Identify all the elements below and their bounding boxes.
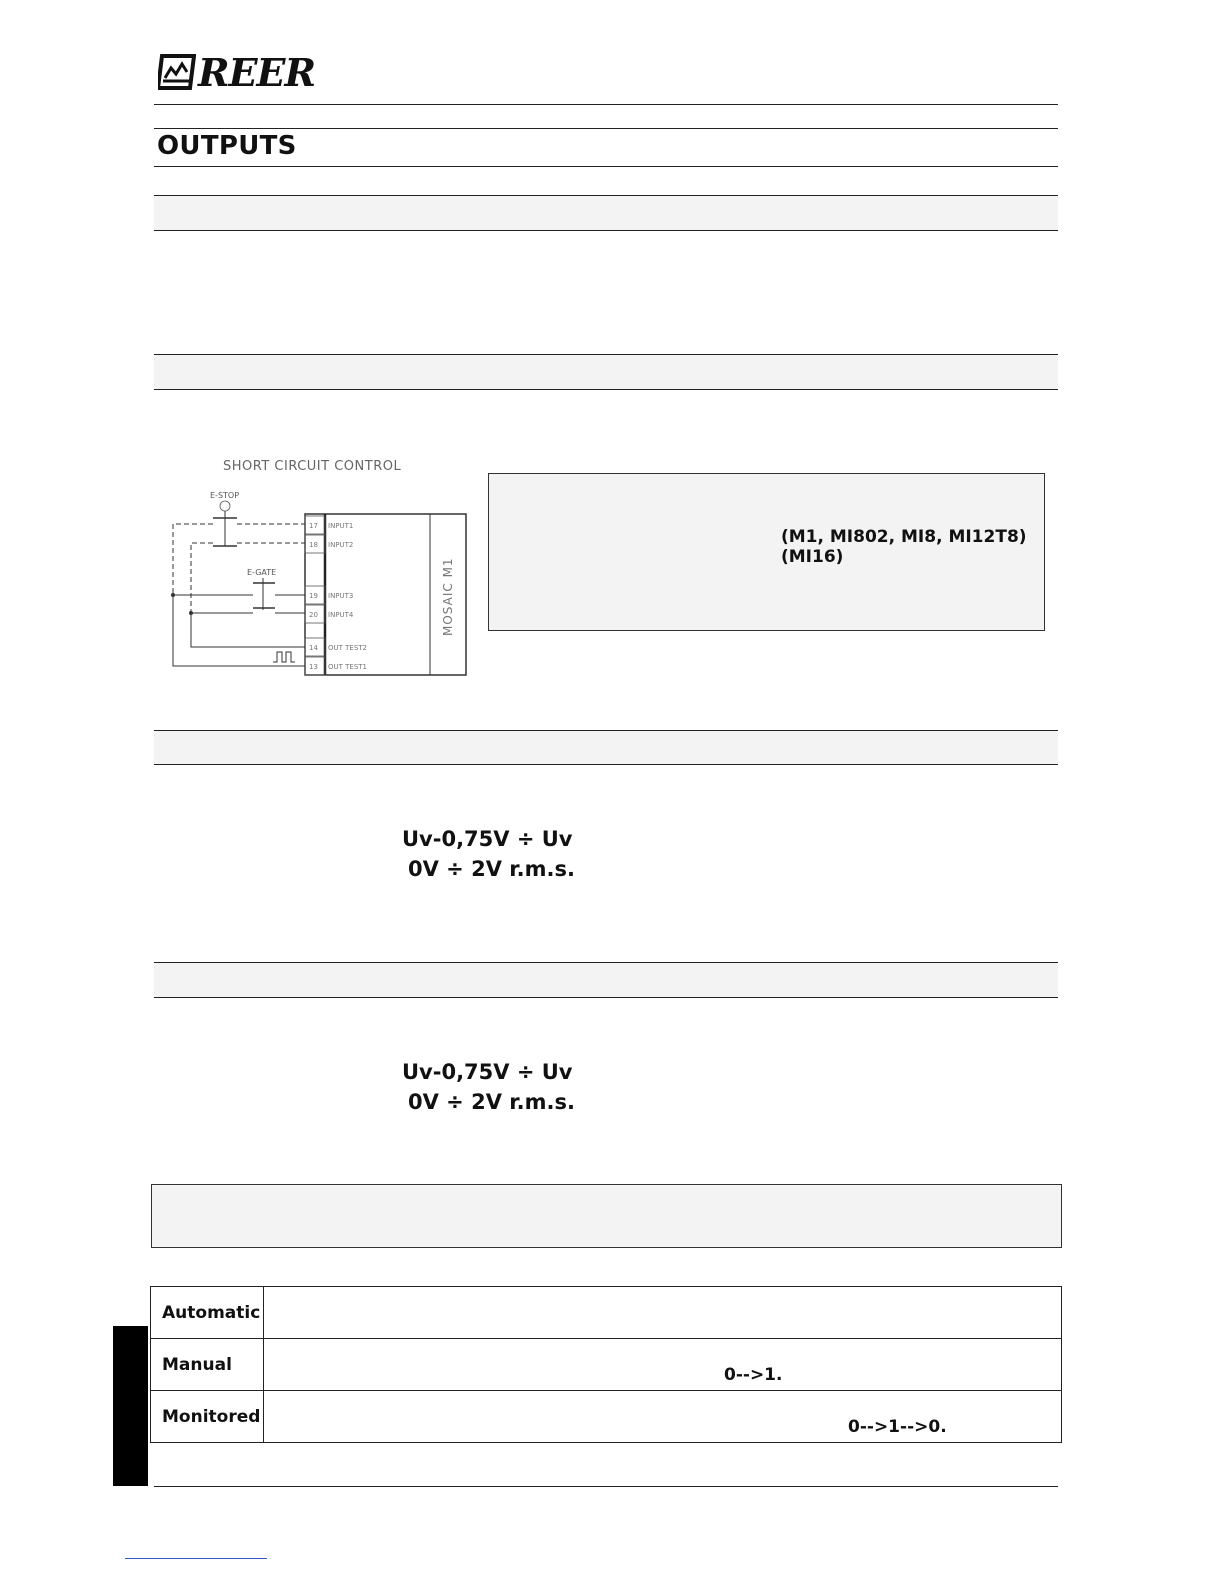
note-models-line: (M1, MI802, MI8, MI12T8): [781, 527, 1027, 547]
terminal-name-3: INPUT3: [328, 592, 354, 600]
mode-label-manual: Manual: [151, 1339, 264, 1391]
brand-name: REER: [198, 50, 316, 95]
terminal-num-3: 19: [309, 592, 318, 600]
voltage-high-range-b: Uv-0,75V ÷ Uv: [402, 1060, 573, 1084]
table-row: [151, 1391, 1062, 1443]
diagram-title: SHORT CIRCUIT CONTROL: [223, 459, 402, 474]
reset-modes-table: [150, 1286, 1062, 1443]
terminal-name-4: INPUT4: [328, 611, 354, 619]
footer-link-underline: [125, 1558, 267, 1559]
voltage-low-range-a: 0V ÷ 2V r.m.s.: [408, 857, 575, 881]
terminal-num-5: 14: [309, 644, 318, 652]
terminal-num-4: 20: [309, 611, 318, 619]
short-circuit-control-diagram: [165, 450, 475, 685]
terminal-num-1: 17: [309, 522, 318, 530]
terminal-name-1: INPUT1: [328, 522, 354, 530]
reer-logo-icon: [158, 54, 196, 90]
mode-desc-automatic: [264, 1287, 1062, 1339]
terminal-name-5: OUT TEST2: [328, 644, 368, 652]
terminal-name-2: INPUT2: [328, 541, 354, 549]
egate-label: E-GATE: [247, 568, 277, 577]
title-bottom-rule: [154, 166, 1058, 167]
table-row: [151, 1339, 1062, 1391]
title-top-rule: [154, 128, 1058, 129]
footer-rule: [154, 1486, 1058, 1487]
section-heading-band-4: [154, 962, 1058, 998]
section-heading-band-2: [154, 354, 1058, 390]
estop-label: E-STOP: [210, 491, 240, 500]
header-divider: [154, 104, 1058, 105]
note-model-mi16: (MI16): [781, 547, 844, 567]
mode-label-automatic: Automatic: [151, 1287, 264, 1339]
warning-box: [151, 1184, 1062, 1248]
manual-sequence: 0-->1.: [724, 1365, 783, 1385]
page-title: OUTPUTS: [157, 131, 297, 161]
mode-desc-manual: [264, 1339, 1062, 1391]
mode-desc-monitored: [264, 1391, 1062, 1443]
reer-logo: [156, 50, 316, 95]
module-label: MOSAIC M1: [441, 557, 455, 636]
terminal-name-6: OUT TEST1: [328, 663, 368, 671]
module-note-box: [488, 473, 1045, 631]
terminal-num-6: 13: [309, 663, 318, 671]
section-heading-band-1: [154, 195, 1058, 231]
voltage-high-range-a: Uv-0,75V ÷ Uv: [402, 827, 573, 851]
monitored-sequence: 0-->1-->0.: [848, 1417, 947, 1437]
side-language-tab: [113, 1326, 148, 1486]
section-heading-band-3: [154, 730, 1058, 765]
voltage-low-range-b: 0V ÷ 2V r.m.s.: [408, 1090, 575, 1114]
mode-label-monitored: Monitored: [151, 1391, 264, 1443]
table-row: [151, 1287, 1062, 1339]
terminal-num-2: 18: [309, 541, 318, 549]
pulse-signal-icon: [273, 652, 295, 662]
